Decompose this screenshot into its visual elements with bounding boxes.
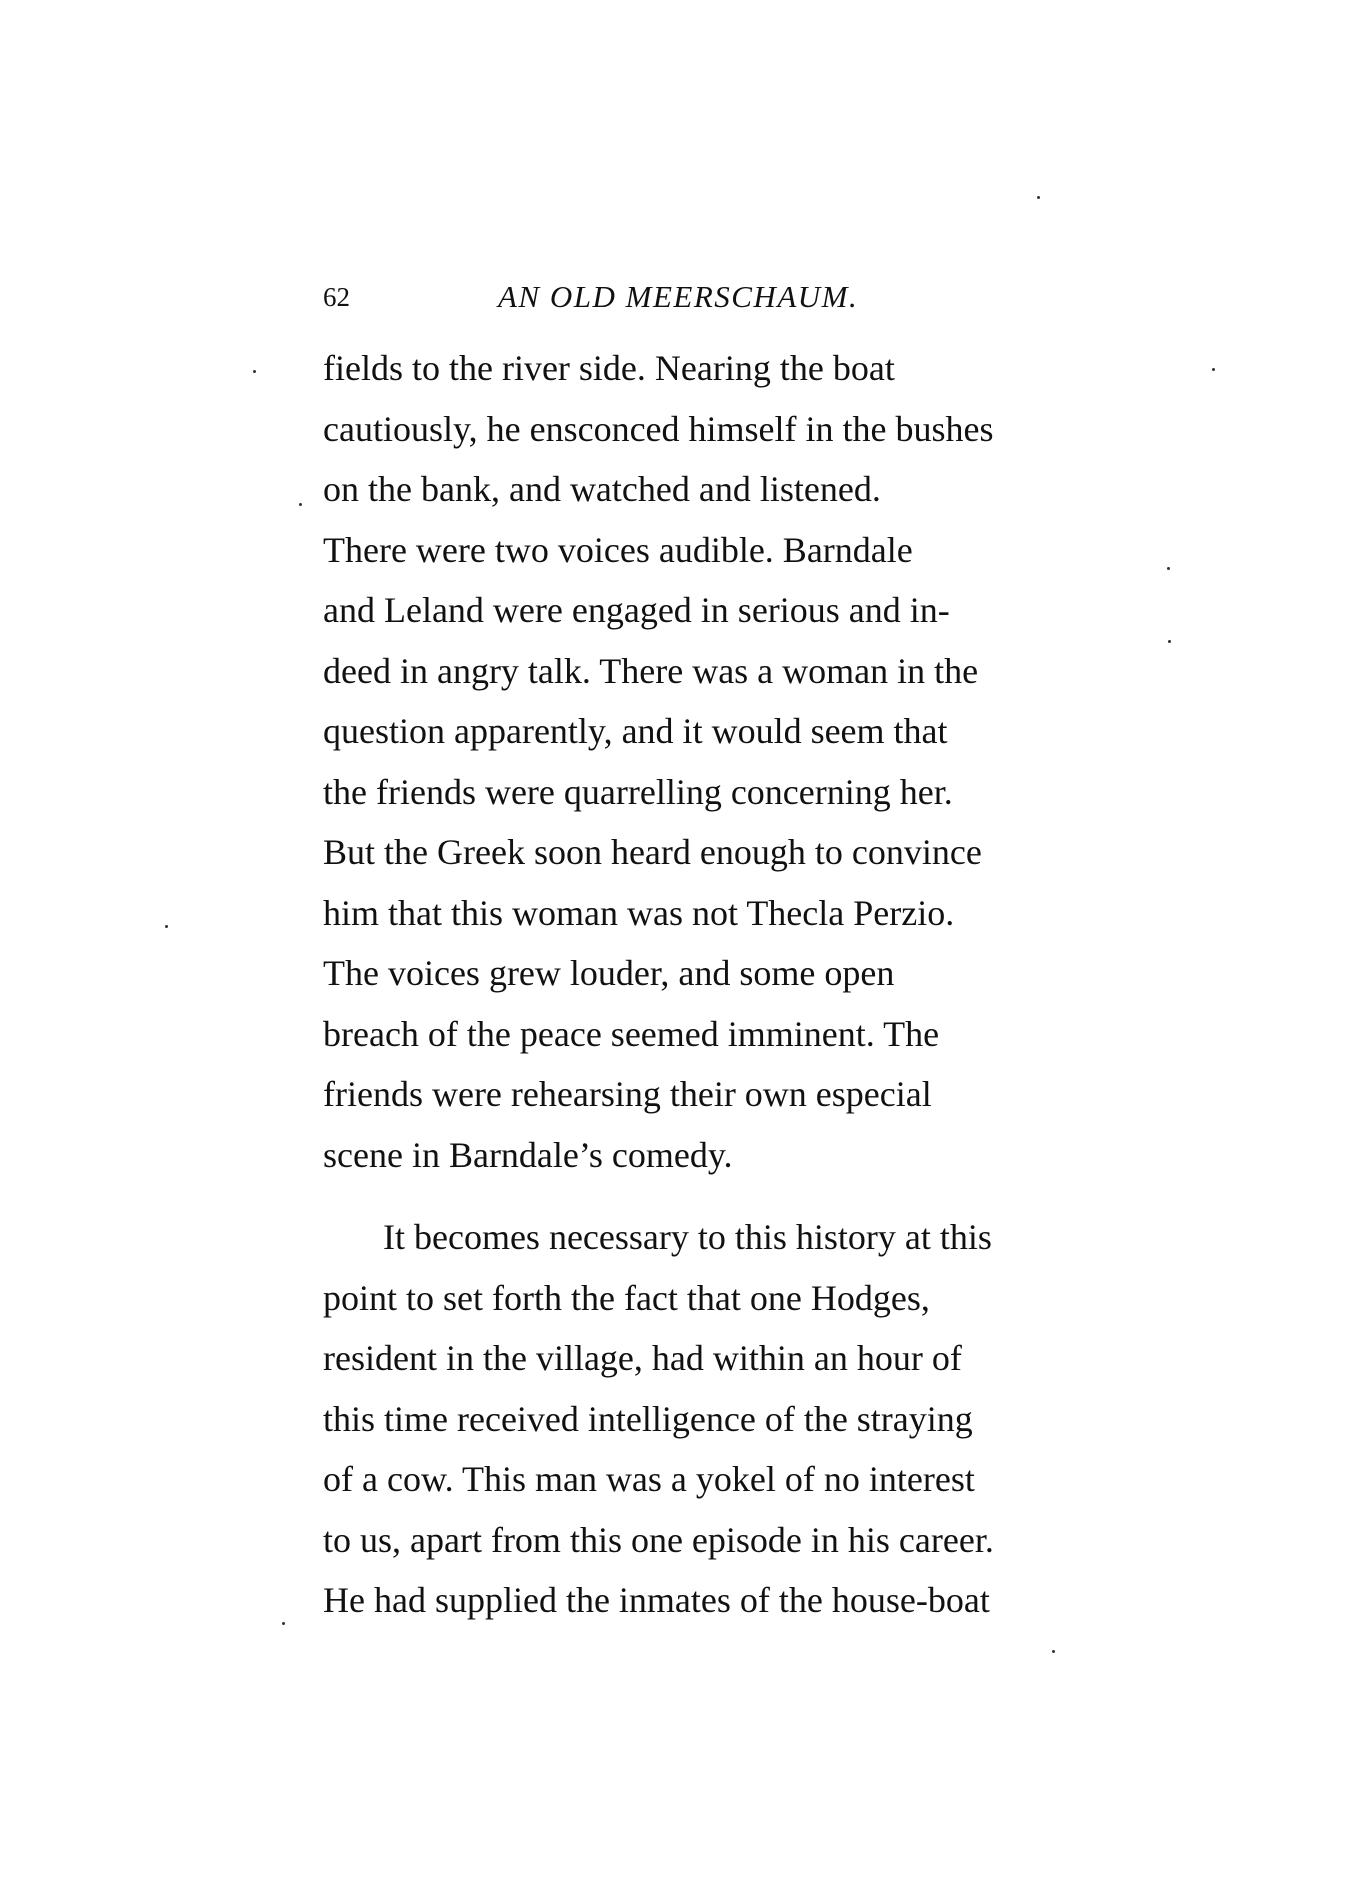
text-line: But the Greek soon heard enough to convince bbox=[323, 832, 982, 872]
scan-speck bbox=[165, 925, 168, 928]
scan-speck bbox=[1167, 567, 1170, 570]
scan-speck bbox=[1037, 196, 1040, 199]
text-line: fields to the river side. Nearing the boat bbox=[323, 348, 895, 388]
scan-speck bbox=[299, 503, 302, 506]
text-line: point to set forth the fact that one Hodges, bbox=[323, 1277, 930, 1318]
paragraph-gap bbox=[323, 1185, 1086, 1207]
text-line: the friends were quarrelling concerning her. bbox=[323, 771, 953, 812]
text-line: of a cow. This man was a yokel of no interest bbox=[323, 1459, 975, 1499]
text-line: breach of the peace seemed imminent. The bbox=[323, 1013, 940, 1054]
text-line: resident in the village, had within an hour of bbox=[323, 1338, 962, 1378]
paragraph-1 bbox=[323, 338, 1086, 1185]
text-line: him that this woman was not Thecla Perzio. bbox=[323, 892, 955, 933]
scan-speck bbox=[253, 370, 256, 373]
text-line: on the bank, and watched and listened. bbox=[323, 469, 881, 509]
text-line: There were two voices audible. Barndale bbox=[323, 529, 913, 570]
paragraph-2 bbox=[323, 1207, 1086, 1631]
scan-speck bbox=[1168, 640, 1171, 643]
scan-speck bbox=[282, 1622, 285, 1625]
text-line: to us, apart from this one episode in his career. bbox=[323, 1519, 994, 1560]
text-line: this time received intelligence of the straying bbox=[323, 1398, 973, 1439]
text-line: friends were rehearsing their own especial bbox=[323, 1074, 932, 1114]
body-text bbox=[323, 338, 1086, 1631]
text-line: and Leland were engaged in serious and in- bbox=[323, 590, 950, 630]
scan-speck bbox=[1052, 1650, 1055, 1653]
text-line: The voices grew louder, and some open bbox=[323, 953, 895, 993]
running-title: AN OLD MEERSCHAUM. bbox=[498, 279, 859, 314]
text-line: scene in Barndale’s comedy. bbox=[323, 1134, 733, 1175]
text-line: cautiously, he ensconced himself in the bushes bbox=[323, 408, 994, 449]
page-header bbox=[323, 275, 1103, 319]
text-line: deed in angry talk. There was a woman in the bbox=[323, 650, 979, 691]
page-number: 62 bbox=[323, 282, 350, 312]
text-line: question apparently, and it would seem that bbox=[323, 711, 948, 751]
text-line: He had supplied the inmates of the house-boat bbox=[323, 1580, 990, 1620]
scan-speck bbox=[1212, 368, 1215, 371]
text-line: It becomes necessary to this history at this bbox=[383, 1217, 992, 1257]
